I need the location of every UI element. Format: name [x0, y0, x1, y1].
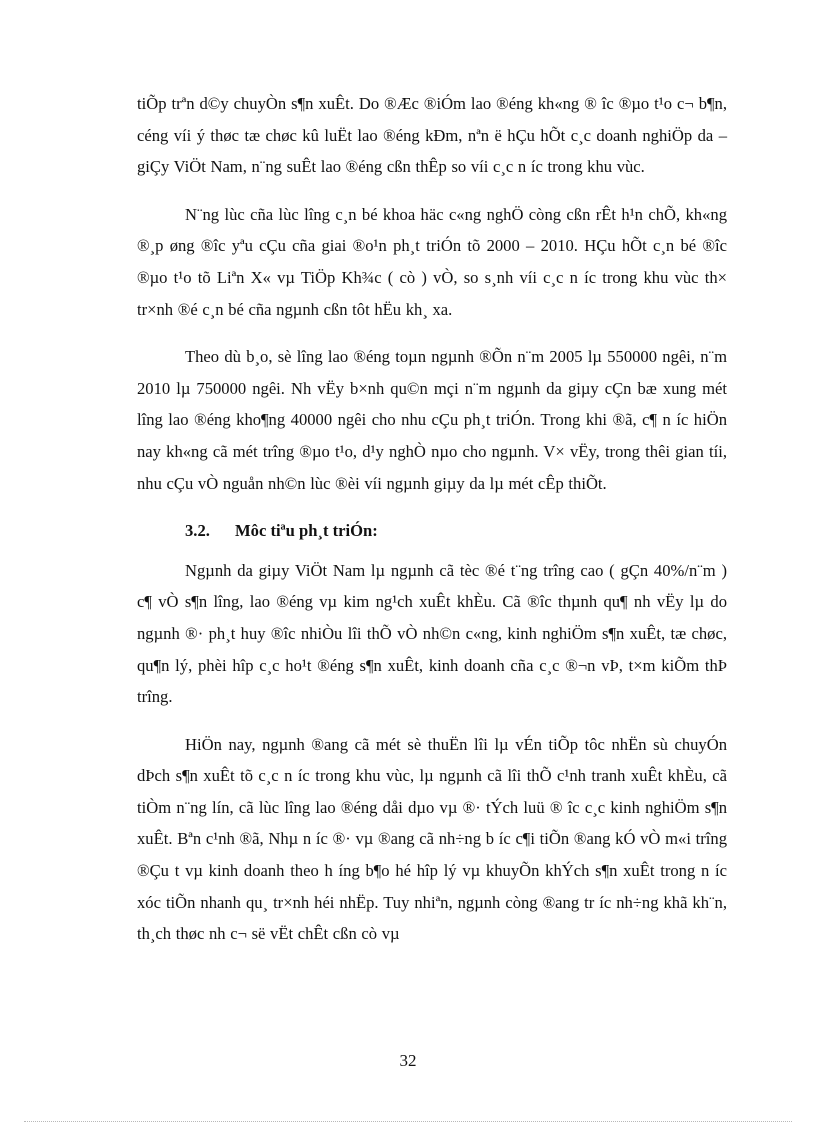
paragraph-labor-forecast: Theo dù b¸o, sè lîng lao ®éng toµn ngµnh ®Õn n¨m 2005 lµ 550000 ngêi, n¨m 2010 lµ 750000 ngêi. Nh vËy b×nh qu©n mçi n¨m ngµnh da giµy cÇn bæ xung mét lîng lao ®éng kho¶ng 40000 ngêi cho nhu cÇu ph¸t triÓn. Trong khi ®ã, c¶ n íc hiÖn nay kh«ng cã mét trîng ®µo t¹o, d¹y nghÒ nµo cho ngµnh. V× vËy, trong thêi gian tíi, nhu cÇu vÒ nguån nh©n lùc ®èi víi ngµnh giµy da lµ mét cÊp thiÕt.	[137, 347, 727, 493]
section-heading	[137, 515, 727, 547]
page-number: 32	[399, 1051, 417, 1070]
page-bottom-divider	[24, 1121, 792, 1122]
paragraph-growth-rate: Ngµnh da giµy ViÖt Nam lµ ngµnh cã tèc ®é t¨ng trîng cao ( gÇn 40%/n¨m ) c¶ vÒ s¶n lîng, lao ®éng vµ kim ng¹ch xuÊt khÈu. Cã ®îc thµnh qu¶ nh vËy lµ do ngµnh ®· ph¸t huy ®îc nhiÒu lîi thÕ vÒ nh©n c«ng, kinh nghiÖm s¶n xuÊt, tæ chøc, qu¶n lý, phèi hîp c¸c ho¹t ®éng s¶n xuÊt, kinh doanh cña c¸c ®¬n vÞ, t×m kiÕm thÞ trîng.	[137, 560, 727, 707]
paragraph-continuation: tiÕp trªn d©y chuyÒn s¶n xuÊt. Do ®Æc ®iÓm lao ®éng kh«ng ® îc ®µo t¹o c¬ b¶n, céng víi ý thøc tæ chøc kû luËt lao ®éng kÐm, nªn ë hÇu hÕt c¸c doanh nghiÖp da – giÇy ViÖt Nam, n¨ng suÊt lao ®éng cßn thÊp so víi c¸c n íc trong khu vùc.	[137, 94, 727, 177]
paragraph-science-technology: N¨ng lùc cña lùc lîng c¸n bé khoa häc c«ng nghÖ còng cßn rÊt h¹n chÕ, kh«ng ®¸p øng ®îc yªu cÇu cña giai ®o¹n ph¸t triÓn tõ 2000 – 2010. HÇu hÕt c¸n bé ®îc ®µo t¹o tõ Liªn X« vµ TiÖp Kh¾c ( cò ) vÒ, so s¸nh víi c¸c n íc trong khu vùc th× tr×nh ®é c¸n bé cña ngµnh cßn tôt hËu kh¸ xa.	[137, 204, 727, 319]
section-title: Môc tiªu ph¸t triÓn:	[235, 521, 378, 541]
document-page-body	[137, 88, 727, 966]
section-number: 3.2.	[185, 521, 210, 541]
paragraph-advantages: HiÖn nay, ngµnh ®ang cã mét sè thuËn lîi lµ vÉn tiÕp tôc nhËn sù chuyÓn dÞch s¶n xuÊt tõ c¸c n íc trong khu vùc, lµ ngµnh cã lîi thÕ c¹nh tranh xuÊt khÈu, cã tiÒm n¨ng lín, cã lùc lîng lao ®éng dåi dµo vµ ®· tÝch luü ® îc c¸c kinh nghiÖm s¶n xuÊt. Bªn c¹nh ®ã, Nhµ n íc ®· vµ ®ang cã nh÷ng b íc c¶i tiÕn ®ang kÓ vÒ m«i trîng ®Çu t vµ kinh doanh theo h íng b¶o hé hîp lý vµ khuyÕn khÝch s¶n xuÊt trong n íc xóc tiÕn nhanh qu¸ tr×nh héi nhËp. Tuy nhiªn, ngµnh còng ®ang tr íc nh÷ng khã kh¨n, th¸ch thøc nh c¬ së vËt chÊt cßn cò vµ	[137, 734, 727, 944]
